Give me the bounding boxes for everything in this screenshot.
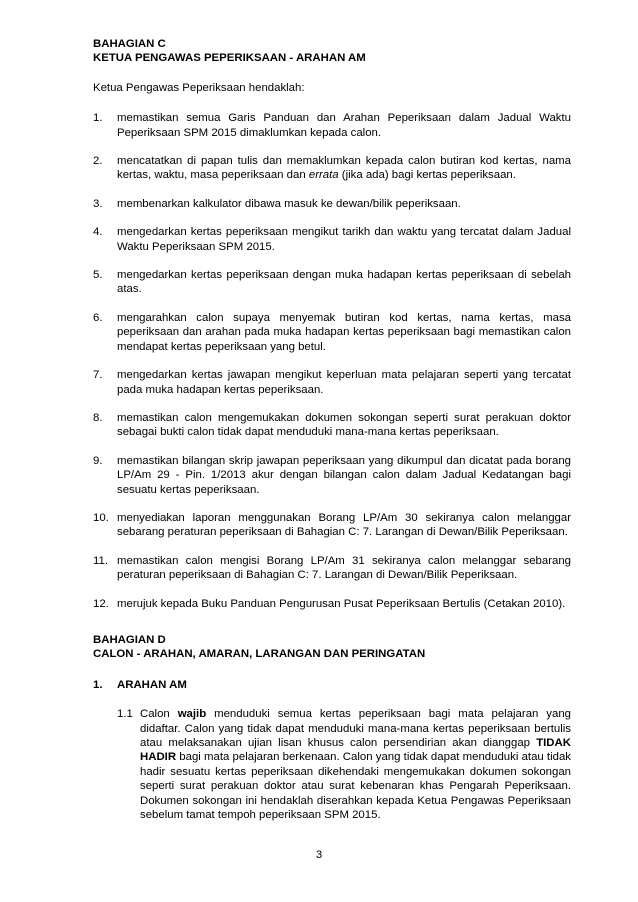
- list-item: [93, 311, 571, 354]
- section-c-intro: Ketua Pengawas Peperiksaan hendaklah:: [93, 81, 305, 94]
- paragraph-1-1: [117, 707, 571, 822]
- list-item-number: 8.: [93, 411, 103, 424]
- section-c-list: [93, 111, 571, 611]
- paragraph-text-part: bagi mata pelajaran berkenaan. Calon yang tidak dapat menduduki atau tidak hadir sesuatu kertas peperiksaan dikehendaki mengemukakan dokumen sokongan seperti surat perakuan doktor atau surat kebenaran khas Pengarah Peperiksaan. Dokumen sokongan ini hendaklah diserahkan kepada Ketua Pengawas Peperiksaan sebelum tamat tempoh peperiksaan SPM 2015.: [140, 751, 571, 822]
- list-item: [93, 154, 571, 183]
- list-item-text: mengedarkan kertas peperiksaan dengan muka hadapan kertas peperiksaan di sebelah atas.: [117, 269, 571, 296]
- list-item: [93, 454, 571, 497]
- list-item-text: [117, 154, 571, 183]
- subsection-heading: [93, 678, 571, 692]
- list-item: [93, 111, 571, 140]
- paragraph-text-part: Calon: [140, 708, 178, 721]
- section-c-title: BAHAGIAN C: [93, 38, 166, 50]
- subsection-number: 1.: [93, 678, 103, 691]
- emphasis-wajib: wajib: [177, 708, 207, 721]
- section-d-title: BAHAGIAN D: [93, 633, 166, 646]
- list-item-number: 10.: [93, 511, 109, 524]
- list-item-number: 11.: [93, 554, 108, 567]
- list-item: [93, 197, 571, 211]
- list-item: [93, 511, 571, 540]
- paragraph-text: [140, 707, 571, 822]
- list-item-text-part: mencatatkan di papan tulis dan memaklumkan kepada calon butiran kod kertas, nama kertas, waktu, masa peperiksaan dan: [117, 155, 571, 182]
- subsection-label: ARAHAN AM: [117, 678, 187, 691]
- document-page: [93, 37, 571, 822]
- paragraph-text-part: menduduki semua kertas peperiksaan bagi mata pelajaran yang didaftar. Calon yang tidak dapat menduduki mana-mana kertas peperiksaan bertulis atau melaksanakan ujian lisan khusus calon persendirian akan dianggap: [140, 708, 571, 749]
- list-item-text: menyediakan laporan menggunakan Borang LP/Am 30 sekiranya calon melanggar sebarang peraturan peperiksaan di Bahagian C: 7. Larangan di Dewan/Bilik Peperiksaan.: [117, 511, 571, 539]
- list-item-text: mengarahkan calon supaya menyemak butiran kod kertas, nama kertas, masa peperiksaan dan arahan pada muka hadapan kertas peperiksaan bagi memastikan calon mendapat kertas peperiksaan yang betul.: [117, 311, 571, 353]
- emphasis-tidak-hadir: TIDAK HADIR: [140, 737, 571, 764]
- list-item-text: memastikan calon mengemukakan dokumen sokongan seperti surat perakuan doktor sebagai bukti calon tidak dapat menduduki mana-mana kertas peperiksaan.: [117, 411, 571, 439]
- list-item: [93, 268, 571, 297]
- section-c: [93, 37, 571, 611]
- list-item-text: mengedarkan kertas peperiksaan mengikut tarikh dan waktu yang tercatat dalam Jadual Waktu Peperiksaan SPM 2015.: [117, 226, 571, 253]
- list-item-text-part: (jika ada) bagi kertas peperiksaan.: [338, 169, 516, 182]
- section-c-subtitle: KETUA PENGAWAS PEPERIKSAAN - ARAHAN AM: [93, 52, 366, 65]
- list-item-number: 2.: [93, 155, 103, 168]
- list-item-number: 6.: [93, 311, 103, 324]
- list-item: [93, 554, 571, 583]
- errata-term: errata: [308, 169, 339, 182]
- list-item-number: 7.: [93, 369, 103, 382]
- list-item: [93, 368, 571, 397]
- list-item: [93, 225, 571, 254]
- list-item: [93, 597, 571, 611]
- list-item-number: 5.: [93, 269, 103, 282]
- list-item-text: memastikan semua Garis Panduan dan Arahan Peperiksaan dalam Jadual Waktu Peperiksaan SPM 2015 dimaklumkan kepada calon.: [117, 112, 571, 139]
- page-number: 3: [315, 849, 323, 861]
- list-item-number: 12.: [93, 597, 109, 610]
- list-item-number: 4.: [93, 226, 103, 239]
- list-item-text: memastikan calon mengisi Borang LP/Am 31 sekiranya calon melanggar sebarang peraturan peperiksaan di Bahagian C: 7. Larangan di Dewan/Bilik Peperiksaan.: [117, 554, 571, 582]
- list-item-text: memastikan bilangan skrip jawapan peperiksaan yang dikumpul dan dicatat pada borang LP/Am 29 - Pin. 1/2013 akur dengan bilangan calon dalam Jadual Kedatangan bagi sesuatu kertas peperiksaan.: [117, 454, 571, 496]
- list-item-number: 3.: [93, 197, 103, 210]
- section-d: [93, 633, 571, 822]
- list-item-text: membenarkan kalkulator dibawa masuk ke dewan/bilik peperiksaan.: [117, 197, 461, 210]
- list-item-text: mengedarkan kertas jawapan mengikut keperluan mata pelajaran seperti yang tercatat pada muka hadapan kertas peperiksaan.: [117, 369, 571, 396]
- list-item-number: 1.: [93, 112, 103, 125]
- list-item: [93, 411, 571, 440]
- list-item-text: merujuk kepada Buku Panduan Pengurusan Pusat Peperiksaan Bertulis (Cetakan 2010).: [117, 597, 566, 610]
- list-item-number: 9.: [93, 454, 103, 467]
- section-d-subtitle: CALON - ARAHAN, AMARAN, LARANGAN DAN PERINGATAN: [93, 648, 426, 661]
- paragraph-number: 1.1: [117, 708, 133, 721]
